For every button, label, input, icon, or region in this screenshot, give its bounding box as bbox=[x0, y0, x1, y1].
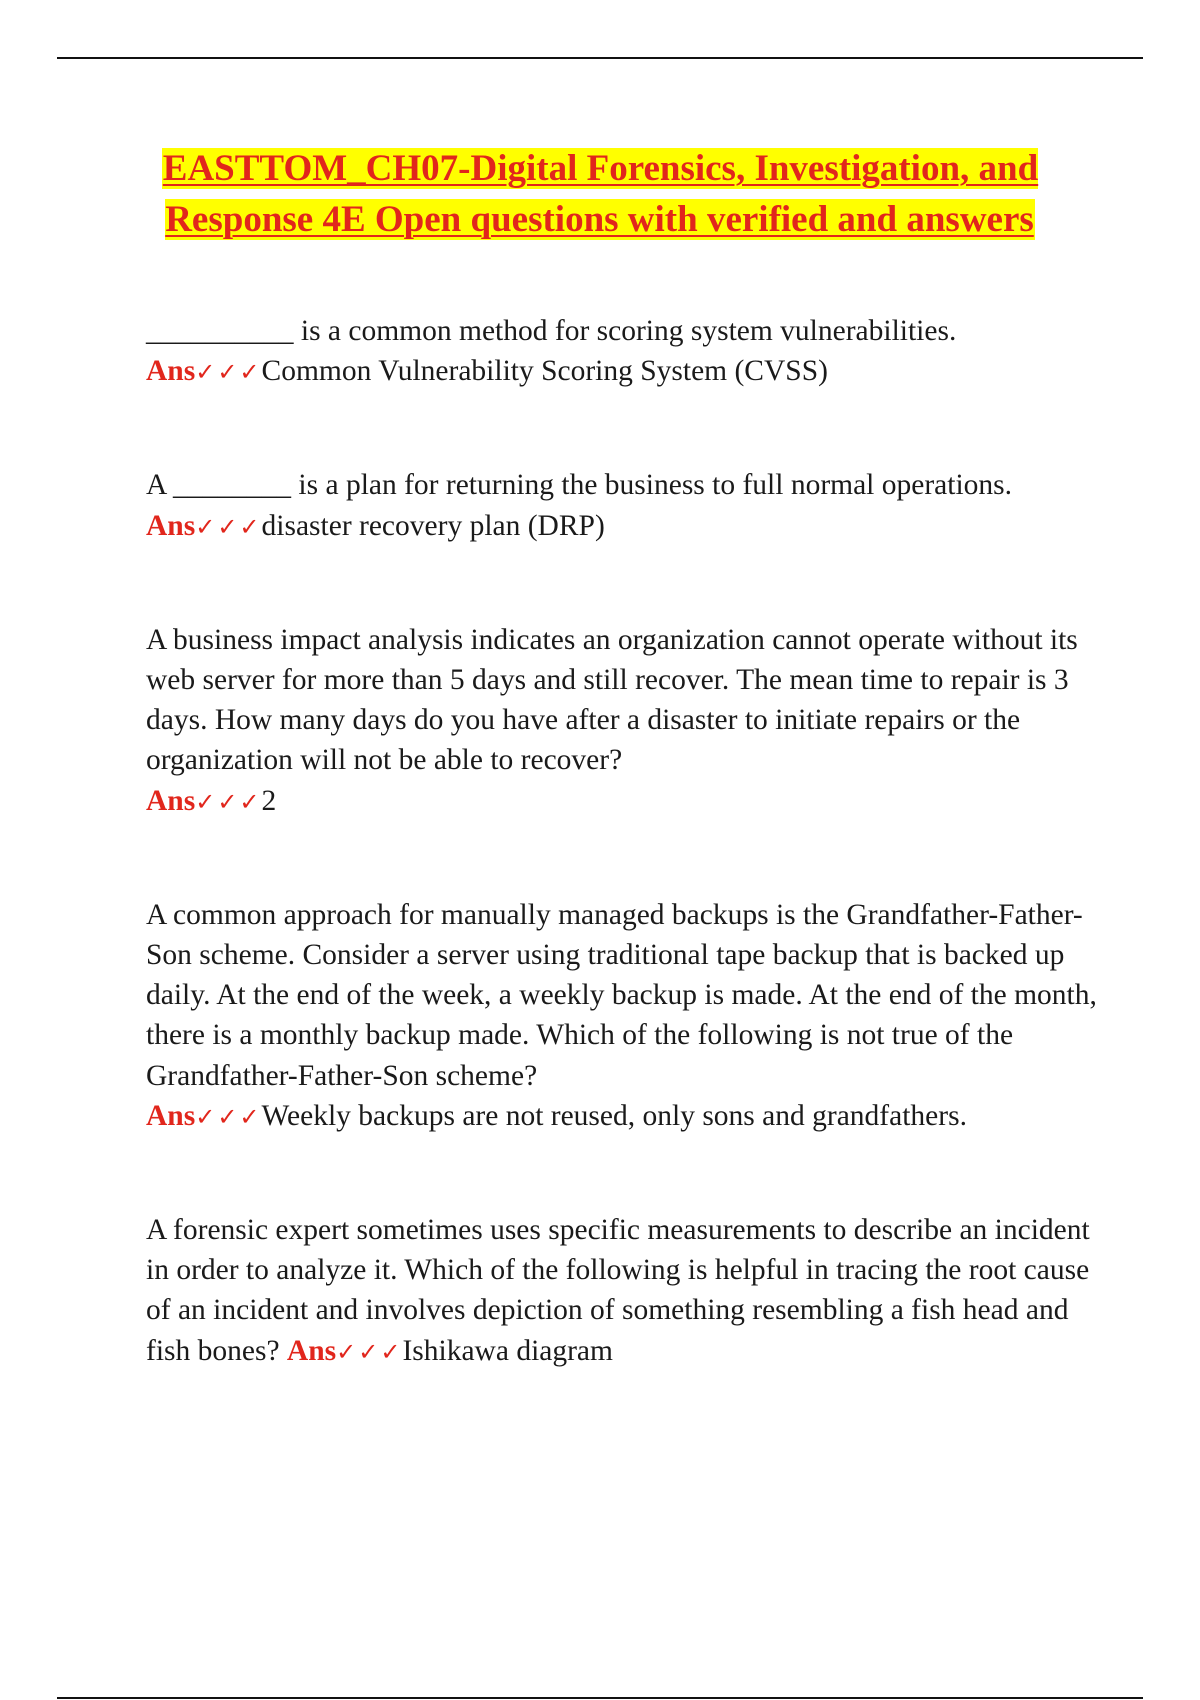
question-text: A forensic expert sometimes uses specific measurements to describe an incident in order to analyze it. Which of the following is helpful in tracing the root cause of an incident and involves depiction of something resembling a fish head and fish bones? bbox=[146, 1214, 1090, 1367]
question-text: A ________ is a plan for returning the business to full normal operations. bbox=[146, 469, 1013, 502]
answer-text: disaster recovery plan (DRP) bbox=[261, 509, 605, 542]
checkmark-icon: ✓✓✓ bbox=[195, 358, 262, 387]
checkmark-icon: ✓✓✓ bbox=[336, 1337, 403, 1366]
document-title bbox=[130, 143, 1070, 245]
checkmark-icon: ✓✓✓ bbox=[195, 512, 262, 541]
qa-item bbox=[146, 311, 1106, 392]
footer-rule bbox=[57, 1697, 1143, 1699]
answer-prefix: Ans bbox=[146, 355, 196, 388]
answer-text: Common Vulnerability Scoring System (CVSS) bbox=[261, 355, 828, 388]
answer-text: Ishikawa diagram bbox=[402, 1334, 613, 1367]
qa-item bbox=[146, 465, 1106, 546]
answer-text: 2 bbox=[261, 784, 277, 817]
answer-prefix: Ans bbox=[146, 784, 196, 817]
question-text: A common approach for manually managed backups is the Grandfather-Father-Son scheme. Consider a server using traditional tape backup that is backed up daily. At the end of the week, a weekly backup is made. At the end of the month, there is a monthly backup made. Which of the following is not true of the Grandfather-Father-Son scheme? bbox=[146, 898, 1097, 1092]
question-text: A business impact analysis indicates an organization cannot operate without its web server for more than 5 days and still recover. The mean time to repair is 3 days. How many days do you have after a disaster to initiate repairs or the organization will not be able to recover? bbox=[146, 623, 1078, 777]
qa-item bbox=[146, 620, 1106, 822]
answer-text: Weekly backups are not reused, only sons and grandfathers. bbox=[261, 1099, 967, 1132]
question-text: __________ is a common method for scoring system vulnerabilities. bbox=[146, 315, 957, 347]
qa-item bbox=[146, 895, 1106, 1137]
answer-prefix: Ans bbox=[146, 1099, 196, 1132]
qa-list bbox=[146, 311, 1106, 1372]
answer-prefix: Ans bbox=[146, 509, 196, 542]
qa-item bbox=[146, 1210, 1106, 1372]
checkmark-icon: ✓✓✓ bbox=[195, 1102, 262, 1131]
header-rule bbox=[57, 57, 1143, 59]
answer-prefix: Ans bbox=[286, 1334, 337, 1367]
checkmark-icon: ✓✓✓ bbox=[195, 787, 262, 816]
document-title-text: EASTTOM_CH07-Digital Forensics, Investigation, and Response 4E Open questions with verified and answers bbox=[162, 148, 1039, 240]
